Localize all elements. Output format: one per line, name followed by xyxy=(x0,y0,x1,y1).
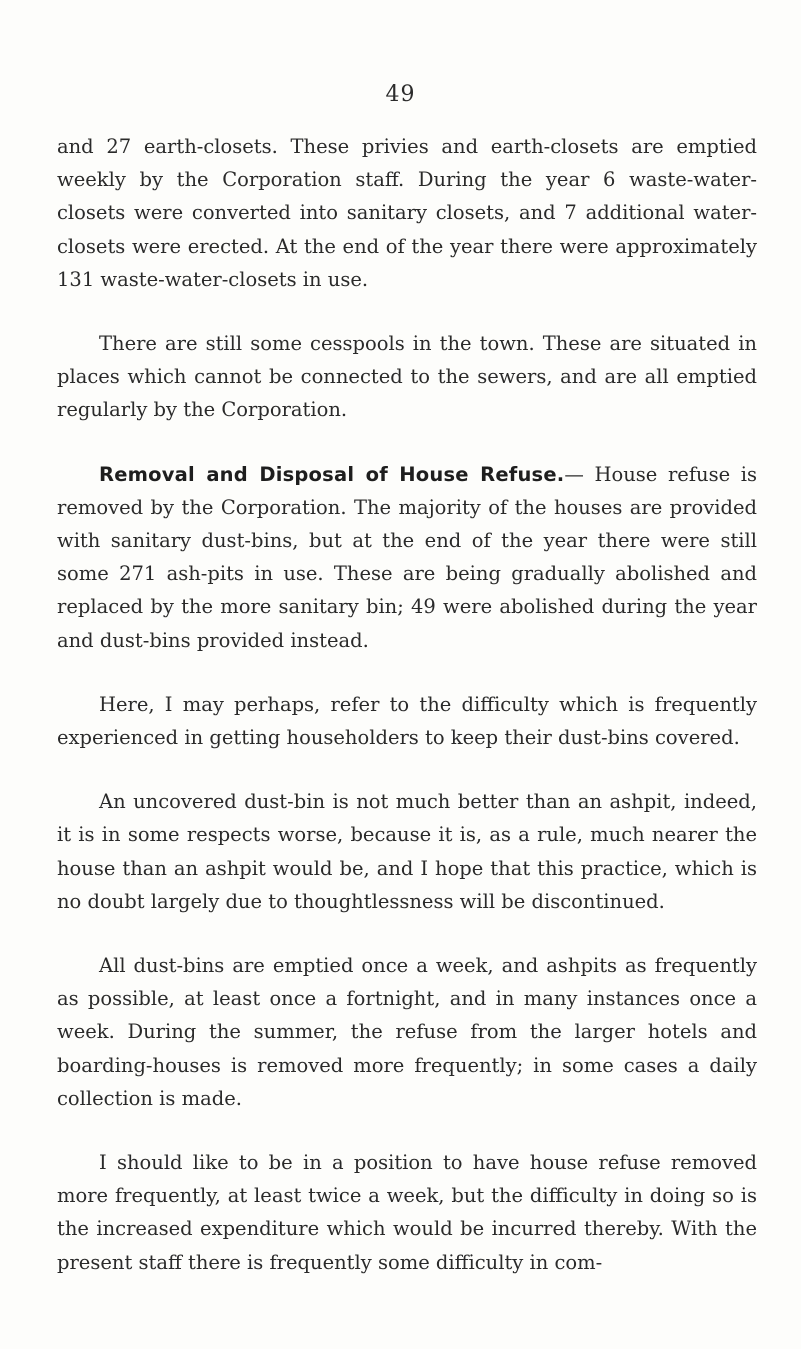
paragraph-removal-preference: I should like to be in a position to have house refuse removed more frequently, at least twice a week, but the difficulty in doing so is the increased expenditure which would be incurred thereby. With the present staff there is frequently some difficulty in com- xyxy=(57,1151,757,1274)
section-heading-refuse: Removal and Disposal of House Refuse. xyxy=(99,462,565,486)
heading-dash: — xyxy=(564,462,584,486)
paragraph-emptying-frequency: All dust-bins are emptied once a week, and ashpits as frequently as possible, at least once a fortnight, and in many instances once a week. During the summer, the refuse from the larger hotels and boarding-houses is removed more frequently; in some cases a daily collection is made. xyxy=(57,954,757,1110)
page-number: 49 xyxy=(385,82,416,107)
paragraph-refuse-body: House refuse is removed by the Corporation. The majority of the houses are provided with sanitary dust-bins, but at the end of the year there were still some 271 ash-pits in use. These are being gradually abolished and replaced by the more sanitary bin; 49 were abolished during the year and dust-bins provided instead. xyxy=(57,462,757,652)
document-body xyxy=(57,130,757,1279)
paragraph-uncovered-dustbin: An uncovered dust-bin is not much better than an ashpit, indeed, it is in some respects worse, because it is, as a rule, much nearer the house than an ashpit would be, and I hope that this practice, which is no doubt largely due to thoughtlessness will be discontinued. xyxy=(57,790,757,913)
paragraph-cesspools: There are still some cesspools in the town. These are situated in places which cannot be connected to the sewers, and are all emptied regularly by the Corporation. xyxy=(57,332,757,422)
paragraph-refuse-removal xyxy=(57,458,757,657)
paragraph-closets: and 27 earth-closets. These privies and earth-closets are emptied weekly by the Corporation staff. During the year 6 waste-water-closets were converted into sanitary closets, and 7 additional water-closets were erected. At the end of the year there were approximately 131 waste-water-closets in use. xyxy=(57,135,757,291)
paragraph-dustbins-covered: Here, I may perhaps, refer to the difficulty which is frequently experienced in getting householders to keep their dust-bins covered. xyxy=(57,692,757,750)
